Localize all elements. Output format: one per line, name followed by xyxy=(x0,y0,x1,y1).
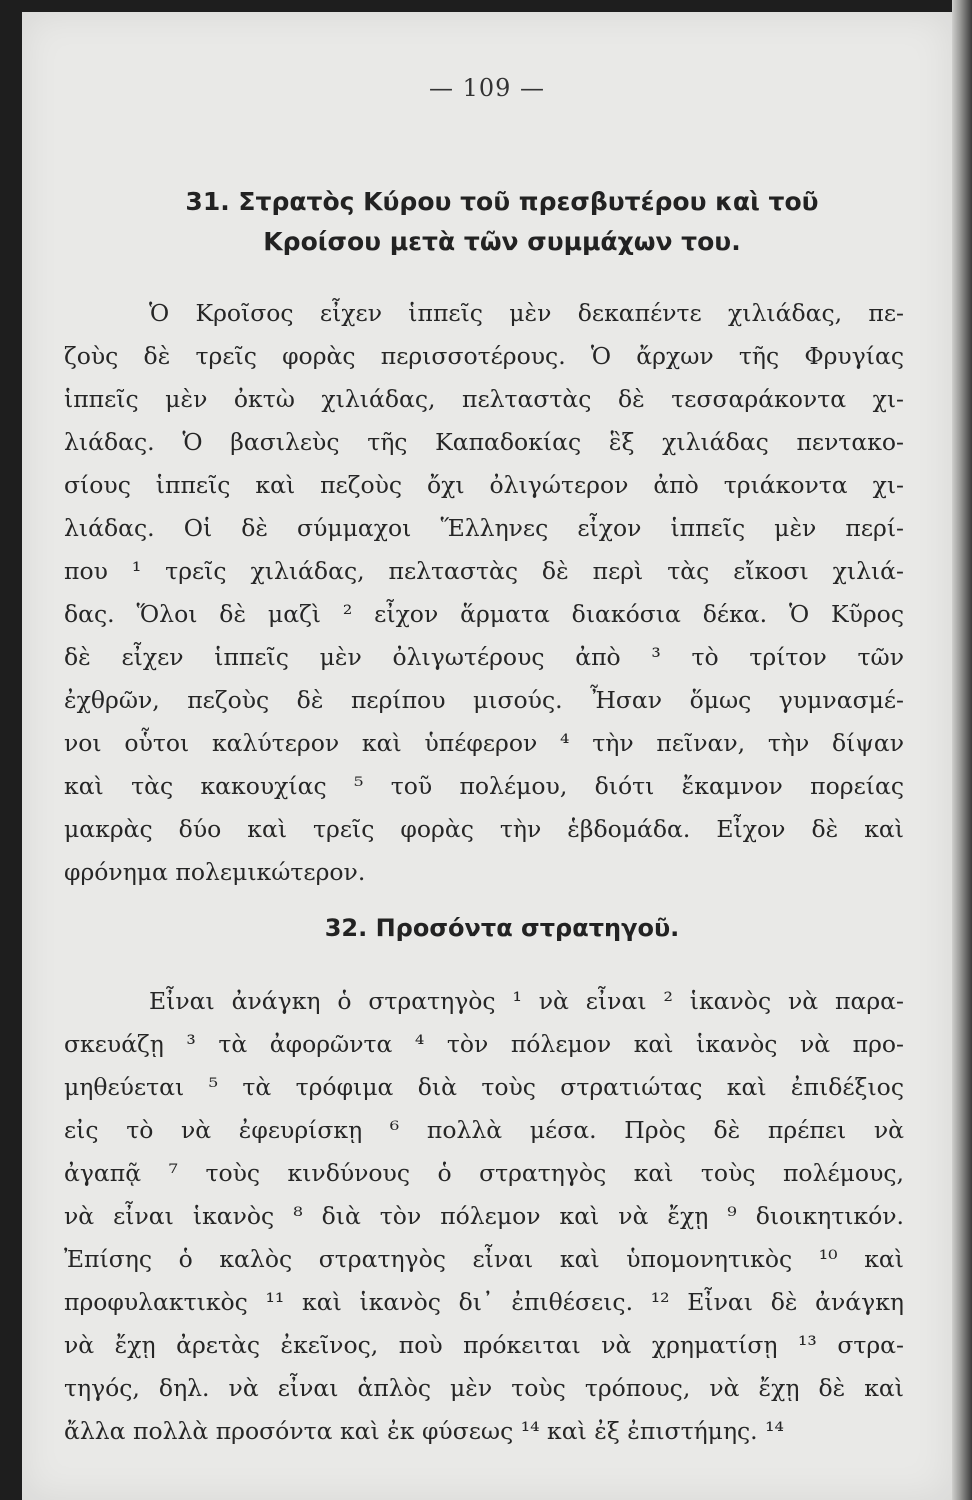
text-line: ζοὺς δὲ τρεῖς φορὰς περισσοτέρους. Ὁ ἄρχων τῆς Φρυγίας xyxy=(64,342,904,370)
text-line: δὲ εἶχεν ἱππεῖς μὲν ὀλιγωτέρους ἀπὸ ³ τὸ τρίτον τῶν xyxy=(64,643,904,671)
text-line: μηθεύεται ⁵ τὰ τρόφιμα διὰ τοὺς στρατιώτας καὶ ἐπιδέξιος xyxy=(64,1073,904,1101)
text-line: καὶ τὰς κακουχίας ⁵ τοῦ πολέμου, διότι ἔκαμνον πορείας xyxy=(64,772,904,800)
text-line: νὰ εἶναι ἱκανὸς ⁸ διὰ τὸν πόλεμον καὶ νὰ ἔχῃ ⁹ διοικητικόν. xyxy=(64,1202,904,1230)
text-line: δας. Ὅλοι δὲ μαζὶ ² εἶχον ἅρματα διακόσια δέκα. Ὁ Κῦρος xyxy=(64,600,904,628)
text-line: προφυλακτικὸς ¹¹ καὶ ἱκανὸς δι᾽ ἐπιθέσεις. ¹² Εἶναι δὲ ἀνάγκη xyxy=(64,1288,904,1316)
text-line: τηγός, δηλ. νὰ εἶναι ἁπλὸς μὲν τοὺς τρόπους, νὰ ἔχῃ δὲ καὶ xyxy=(64,1374,904,1402)
book-page xyxy=(22,12,952,1500)
text-line: εἰς τὸ νὰ ἐφευρίσκῃ ⁶ πολλὰ μέσα. Πρὸς δὲ πρέπει νὰ xyxy=(64,1116,904,1144)
section-31-heading xyxy=(142,182,862,262)
text-line: λιάδας. Ὁ βασιλεὺς τῆς Καπαδοκίας ἓξ χιλιάδας πεντακο- xyxy=(64,428,904,456)
text-line: ἐχθρῶν, πεζοὺς δὲ περίπου μισούς. Ἦσαν ὅμως γυμνασμέ- xyxy=(64,686,904,714)
text-line: νοι οὗτοι καλύτερον καὶ ὑπέφερον ⁴ τὴν πεῖναν, τὴν δίψαν xyxy=(64,729,904,757)
text-line: μακρὰς δύο καὶ τρεῖς φορὰς τὴν ἑβδομάδα. Εἶχον δὲ καὶ xyxy=(64,815,904,843)
text-line: Εἶναι ἀνάγκη ὁ στρατηγὸς ¹ νὰ εἶναι ² ἱκανὸς νὰ παρα- xyxy=(149,987,904,1015)
text-line: νὰ ἔχῃ ἀρετὰς ἐκεῖνος, ποὺ πρόκειται νὰ χρηματίσῃ ¹³ στρα- xyxy=(64,1331,904,1359)
section-31-paragraph xyxy=(64,292,904,894)
text-line: ἱππεῖς μὲν ὀκτὼ χιλιάδας, πελταστὰς δὲ τεσσαράκοντα χι- xyxy=(64,385,904,413)
section-31-title-line-1: 31. Στρατὸς Κύρου τοῦ πρεσβυτέρου καὶ τοῦ xyxy=(185,187,819,216)
text-line: ἄλλα πολλὰ προσόντα καὶ ἐκ φύσεως ¹⁴ καὶ ἐξ ἐπιστήμης. ¹⁴ xyxy=(64,1417,784,1445)
page-edge-shadow xyxy=(952,0,972,1500)
section-31-title-line-2: Κροίσου μετὰ τῶν συμμάχων του. xyxy=(263,227,741,256)
text-line: ἀγαπᾷ ⁷ τοὺς κινδύνους ὁ στρατηγὸς καὶ τοὺς πολέμους, xyxy=(64,1159,904,1187)
text-line: που ¹ τρεῖς χιλιάδας, πελταστὰς δὲ περὶ τὰς εἴκοσι χιλιά- xyxy=(64,557,904,585)
page-number: — 109 — xyxy=(428,74,546,102)
text-line: σκευάζῃ ³ τὰ ἀφορῶντα ⁴ τὸν πόλεμον καὶ ἱκανὸς νὰ προ- xyxy=(64,1030,904,1058)
section-32-heading: 32. Προσόντα στρατηγοῦ. xyxy=(324,914,680,942)
text-line: Ὁ Κροῖσος εἶχεν ἱππεῖς μὲν δεκαπέντε χιλιάδας, πε- xyxy=(149,299,904,327)
text-line: φρόνημα πολεμικώτερον. xyxy=(64,858,366,886)
text-line: σίους ἱππεῖς καὶ πεζοὺς ὄχι ὀλιγώτερον ἀπὸ τριάκοντα χι- xyxy=(64,471,904,499)
text-line: λιάδας. Οἱ δὲ σύμμαχοι Ἕλληνες εἶχον ἱππεῖς μὲν περί- xyxy=(64,514,904,542)
section-32-paragraph xyxy=(64,980,904,1453)
text-line: Ἐπίσης ὁ καλὸς στρατηγὸς εἶναι καὶ ὑπομονητικὸς ¹⁰ καὶ xyxy=(64,1245,904,1273)
